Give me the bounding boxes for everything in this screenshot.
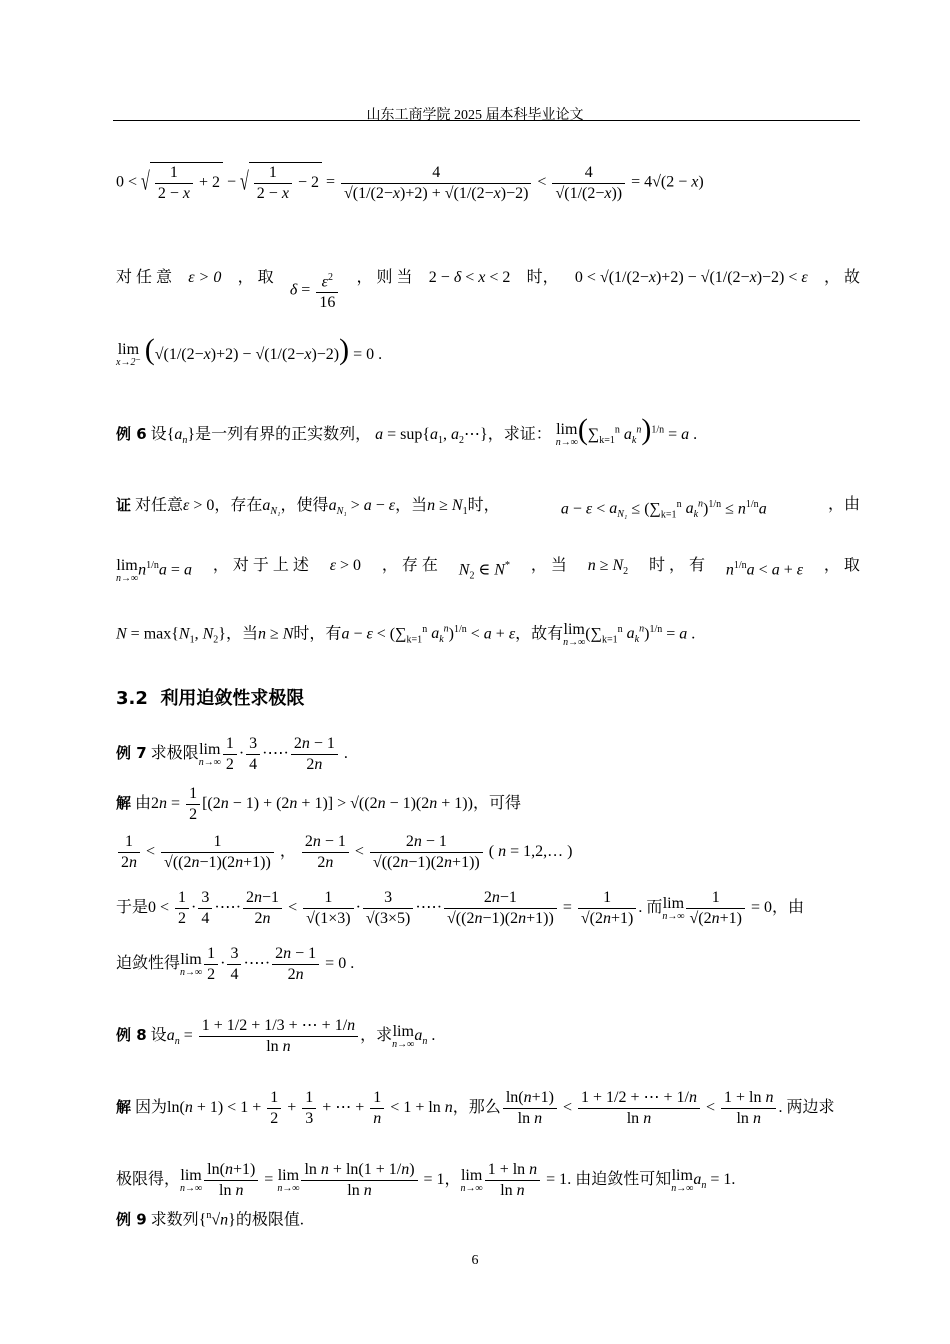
- section-heading: 3.2 利用迫敛性求极限: [116, 688, 305, 709]
- equation-inequality-chain: 0 < √ $\frac{1}{2 - x}$ + 2 − √ $\frac{1}{2 - x}$ − 2 = $\frac{4}{√(1/(2-x)+2) + √(1/(2-x)-2)}$ < $\frac{4}{√(1/(2-x))}$ = 4√(2 − x): [116, 163, 704, 202]
- proof-line-2: lim n→∞ $n^{1/n}a = a$ ， 对 于 上 述 ε > 0 ， 存 在 $N_2$ ∈ N* ， 当 $n \ge N_2$ 时 ， 有 $n^{1/n}a < a + \varepsilon$ ， 取: [116, 556, 860, 584]
- equation-limit-result: lim x→2⁻ (√(1/(2−x)+2) − √(1/(2−x)−2)) = 0 .: [116, 333, 383, 369]
- proof-line-1: 证 对任意ε > 0，存在$a_{N_1}$，使得$a_{N_1} > a - \varepsilon$，当$n \ge N_1$时， $a - \varepsilon < a_{N_1} \le (\sum_{k=1}^n$ $a_k^n)^{1/n} \le n^{1/n}a$ ，由: [116, 496, 860, 521]
- page-number: 6: [471, 1253, 479, 1268]
- page-header: 山东工商学院 2025 届本科毕业论文: [366, 108, 584, 123]
- example-8: 例 8 设$a_n$ = $\frac{1 + 1/2 + 1/3 + \cdots + 1/n}{\text{ln n}}$ ，求lim n→∞ $a_n$ .: [116, 1017, 436, 1055]
- example-9: 例 9 求数列{$^n$√n}的极限值.: [116, 1210, 304, 1229]
- solution-7-line-2: $\frac{1}{2n}$ < $\frac{1}{√((2n-1)(2n+1))}$ ， $\frac{2n - 1}{2n}$ < $\frac{2n - 1}{√((2n-1)(2n+1))}$ ( n = 1,2,… ): [116, 832, 860, 873]
- solution-7-line-1: 解 由2n = $\frac{1}{2}$ [(2n − 1) + (2n + 1)] > √((2n − 1)(2n + 1))，可得: [116, 785, 521, 823]
- text-epsilon-delta: 对 任 意 ε > 0 ， 取 δ = $\frac{\varepsilon^2}{16}$ ， 则 当 2 − δ < x < 2 时， 0 < √(1/(2−x)+2) − √(1/(2−x)−2) < ε ， 故: [116, 269, 860, 312]
- example-7: 例 7 求极限lim n→∞ $\frac{1}{2}$ · $\frac{3}{4}$ ·⋯· $\frac{2n - 1}{2n}$ .: [116, 735, 348, 773]
- solution-8-line-2: 极限得，lim n→∞ $\frac{\ln(n+1)}{\text{ln n}}$ = lim n→∞ $\frac{\text{ln n + ln(1 + 1/n)}}{\text{ln n}}$ = 1，lim n→∞ $\frac{\text{1 + ln n}}{\text{ln n}}$ = 1. 由迫敛性可知lim n→∞ $a_n = 1$.: [116, 1161, 736, 1199]
- solution-7-line-4: 迫敛性得lim n→∞ $\frac{1}{2}$ · $\frac{3}{4}$ ·⋯· $\frac{2n - 1}{2n}$ = 0 .: [116, 945, 355, 983]
- header-rule: [113, 120, 860, 121]
- example-6: 例 6 设$\{a_n\}$是一列有界的正实数列， $a = sup\{a_1$, $a_2\cdots$}，求证： lim n→∞ ($\sum_{k=1}^n$ $a_k^n)^{1/n} = a$ .: [116, 413, 698, 449]
- solution-7-line-3: 于是0 < $\frac{1}{2}$ · $\frac{3}{4}$ ·⋯· $\frac{2n-1}{2n}$ < $\frac{1}{√(1\times 3)}$ · $\frac{3}{√(3\times 5)}$ ·⋯· $\frac{2n-1}{√((2n-1)(2n+1))}$ = $\frac{1}{√(2n+1)}$ . 而lim n→∞ $\frac{1}{√(2n+1)}$ = 0，由: [116, 889, 804, 927]
- solution-8-line-1: 解 因为ln(n + 1) < 1 + $\frac{1}{2}$ + $\frac{1}{3}$ + ⋯ + $\frac{1}{n}$ < 1 + ln n，那么 $\frac{\ln(n+1)}{\text{ln n}}$ < $\frac{1 + 1/2 + \cdots + 1/n}{\text{ln n}}$ < $\frac{\text{1 + ln n}}{\text{ln n}}$ . 两边求: [116, 1089, 835, 1127]
- proof-line-3: $N = \max\{N_1$, $N_2$}，当n ≥ N时，有$a - \varepsilon < (\sum_{k=1}^n$ $a_k^n)^{1/n} < a + \varepsilon$，故有lim n→∞ ($\sum_{k=1}^n$ $a_k^n)^{1/n} = a$ .: [116, 620, 696, 648]
